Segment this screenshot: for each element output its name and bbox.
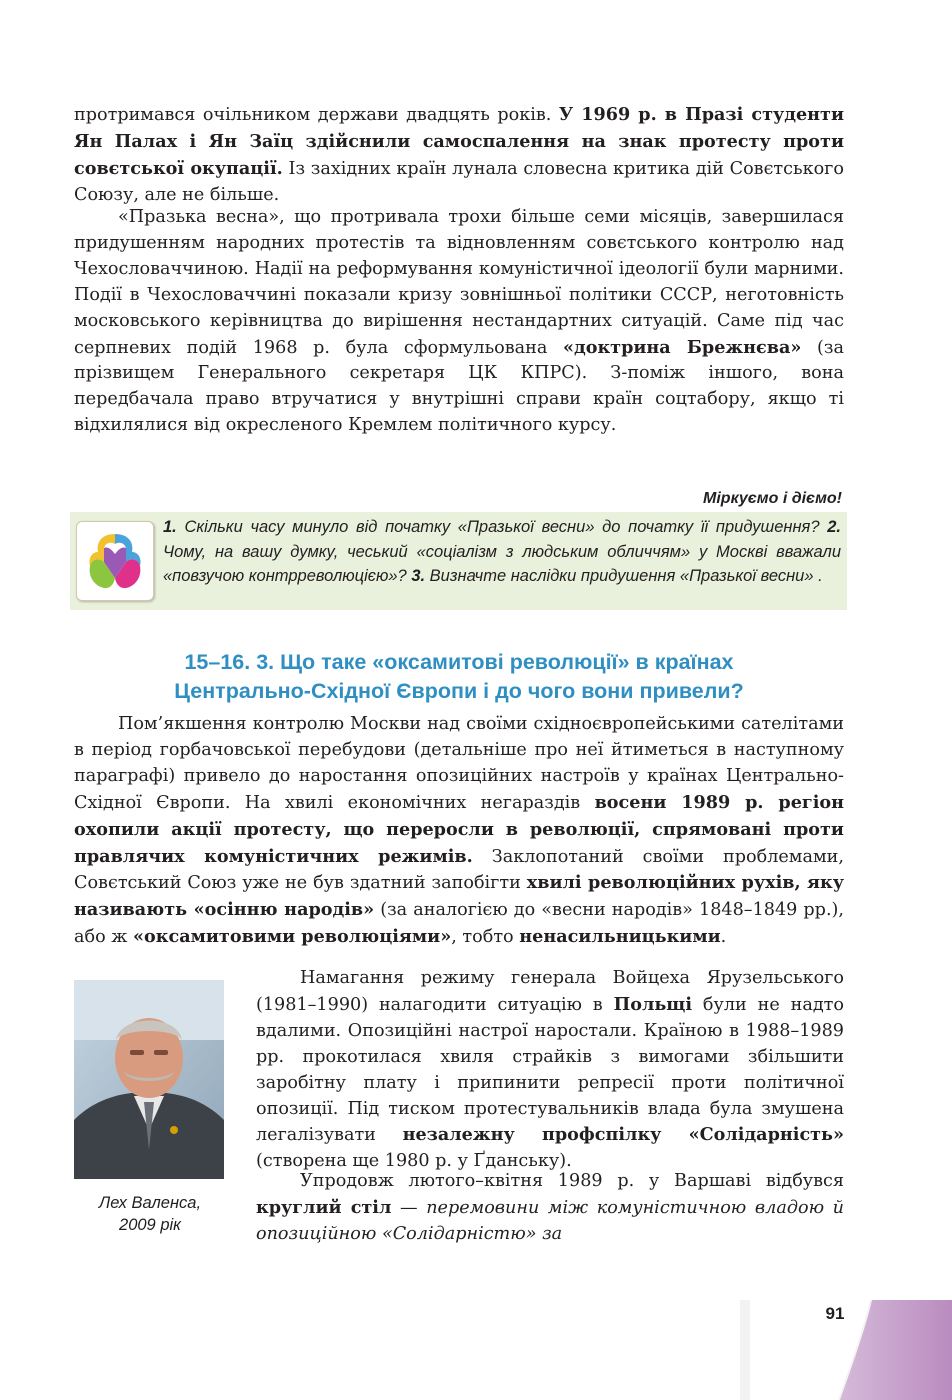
- bold-text-run: незалежну профспілку «Солідарність»: [402, 1124, 844, 1146]
- text-run: (створена ще 1980 р. у Ґданську).: [256, 1151, 572, 1172]
- text-run: Намагання режиму генерала Войцеха Ярузельського (1981–1990) налагодити ситуацію в: [256, 968, 844, 1015]
- photo-caption-line-2: 2009 рік: [119, 1216, 181, 1234]
- text-run: (за аналогією до «весни народів» 1848–1849 рр.), або ж: [74, 900, 844, 948]
- text-run: протримався очільником держави двадцять років.: [74, 105, 559, 125]
- photo-caption-line-1: Лех Валенса,: [98, 1194, 202, 1212]
- paragraph-round-table: [256, 1169, 844, 1248]
- bold-text-run: 3.: [411, 567, 426, 585]
- photo-caption: [62, 1192, 238, 1236]
- bold-text-run: Польщі: [613, 993, 693, 1015]
- bold-text-run: «оксамитовими революціями»: [133, 926, 452, 948]
- section-heading-line-2: Центрально-Східної Європи і до чого вони привели?: [174, 679, 744, 703]
- bold-text-run: «доктрина Брежнєва»: [563, 336, 802, 358]
- text-run: Визначте наслідки придушення «Празької весни» .: [425, 567, 823, 585]
- bold-text-run: 1.: [163, 518, 177, 536]
- paragraph-prague-spring: [74, 205, 844, 439]
- bold-text-run: 2.: [827, 518, 841, 536]
- hands-puzzle-icon: [76, 521, 154, 601]
- text-run: Із західних країн лунала словесна критика дій Совєтського Союзу, але не більше.: [74, 158, 844, 205]
- paragraph-poland: [256, 966, 844, 1175]
- text-run: «Празька весна», що протривала трохи більше семи місяців, завершилася придушенням народних протестів та відновленням совєтського контролю над Чехословаччиною. Надії на реформування комуністичної ідеології були марними. Події в Чехословаччині показали кризу зовнішньої політики СССР, неготовність московського керівництва до вирішення нестандартних ситуацій. Саме під час серпневих подій 1968 р. була сформульована: [74, 207, 844, 358]
- text-run: —: [391, 1197, 427, 1218]
- text-run: Пом’якшення контролю Москви над своїми східноєвропейськими сателітами в період горбачовської перебудови (детальніше про неї йтиметься в наступному параграфі) привело до наростання опозиційних настроїв у країнах Центрально-Східної Європи. На хвилі економічних негараздів: [74, 714, 844, 813]
- bold-text-run: восени 1989 р. регіон охопили акції протесту, що переросли в революції, спрямовані проти правлячих комуністичних режимів.: [74, 791, 844, 867]
- text-run: .: [720, 927, 727, 948]
- text-run: Заклопотаний своїми проблемами, Совєтський Союз уже не був здатний запобігти: [74, 846, 844, 894]
- paragraph-top: [74, 102, 844, 209]
- section-heading: [74, 648, 844, 706]
- text-run: Упродовж лютого–квітня 1989 р. у Варшаві відбувся: [300, 1171, 844, 1191]
- paragraph-velvet-revolutions: [74, 712, 844, 951]
- portrait-photo: [74, 980, 224, 1179]
- bold-text-run: хвилі революційних рухів, яку називають «осінню народів»: [74, 872, 845, 921]
- text-run: Чому, на вашу думку, чеський «соціалізм з людським обличчям» у Москві вважали «повзучою контрреволюцією»?: [163, 542, 841, 585]
- text-run: Скільки часу минуло від початку «Празької весни» до початку її придушення?: [176, 518, 828, 536]
- italic-text-run: перемовини між комуністичною владою й опозиційною «Солідарністю» за: [256, 1197, 844, 1244]
- text-run: , тобто: [451, 927, 520, 948]
- task-box-title: Міркуємо і діємо!: [703, 490, 842, 507]
- bold-text-run: У 1969 р. в Празі студенти Ян Палах і Ян Заїц здійснили самоспалення на знак протесту проти совєтської окупації.: [74, 104, 845, 179]
- section-heading-line-1: 15–16. 3. Що таке «оксамитові революції» в країнах: [184, 650, 734, 674]
- task-box-text: [163, 515, 841, 589]
- bold-text-run: ненасильницькими: [519, 926, 721, 948]
- text-run: (за прізвищем Генерального секретаря ЦК КПРС). З-поміж іншого, вона передбачала право втручатися у внутрішні справи країн соцтабору, якщо ті відхилялися від окресленого Кремлем політичного курсу.: [74, 337, 844, 436]
- text-run: були не надто вдалими. Опозиційні настрої наростали. Країною в 1988–1989 рр. прокотилася хвиля страйків з вимогами збільшити заробітну плату і припинити репресії проти політичної опозиції. Під тиском протестувальників влада була змушена легалізувати: [256, 994, 844, 1146]
- task-box: [70, 512, 847, 610]
- page-number: 91: [825, 1304, 845, 1323]
- bold-text-run: круглий стіл: [256, 1196, 392, 1218]
